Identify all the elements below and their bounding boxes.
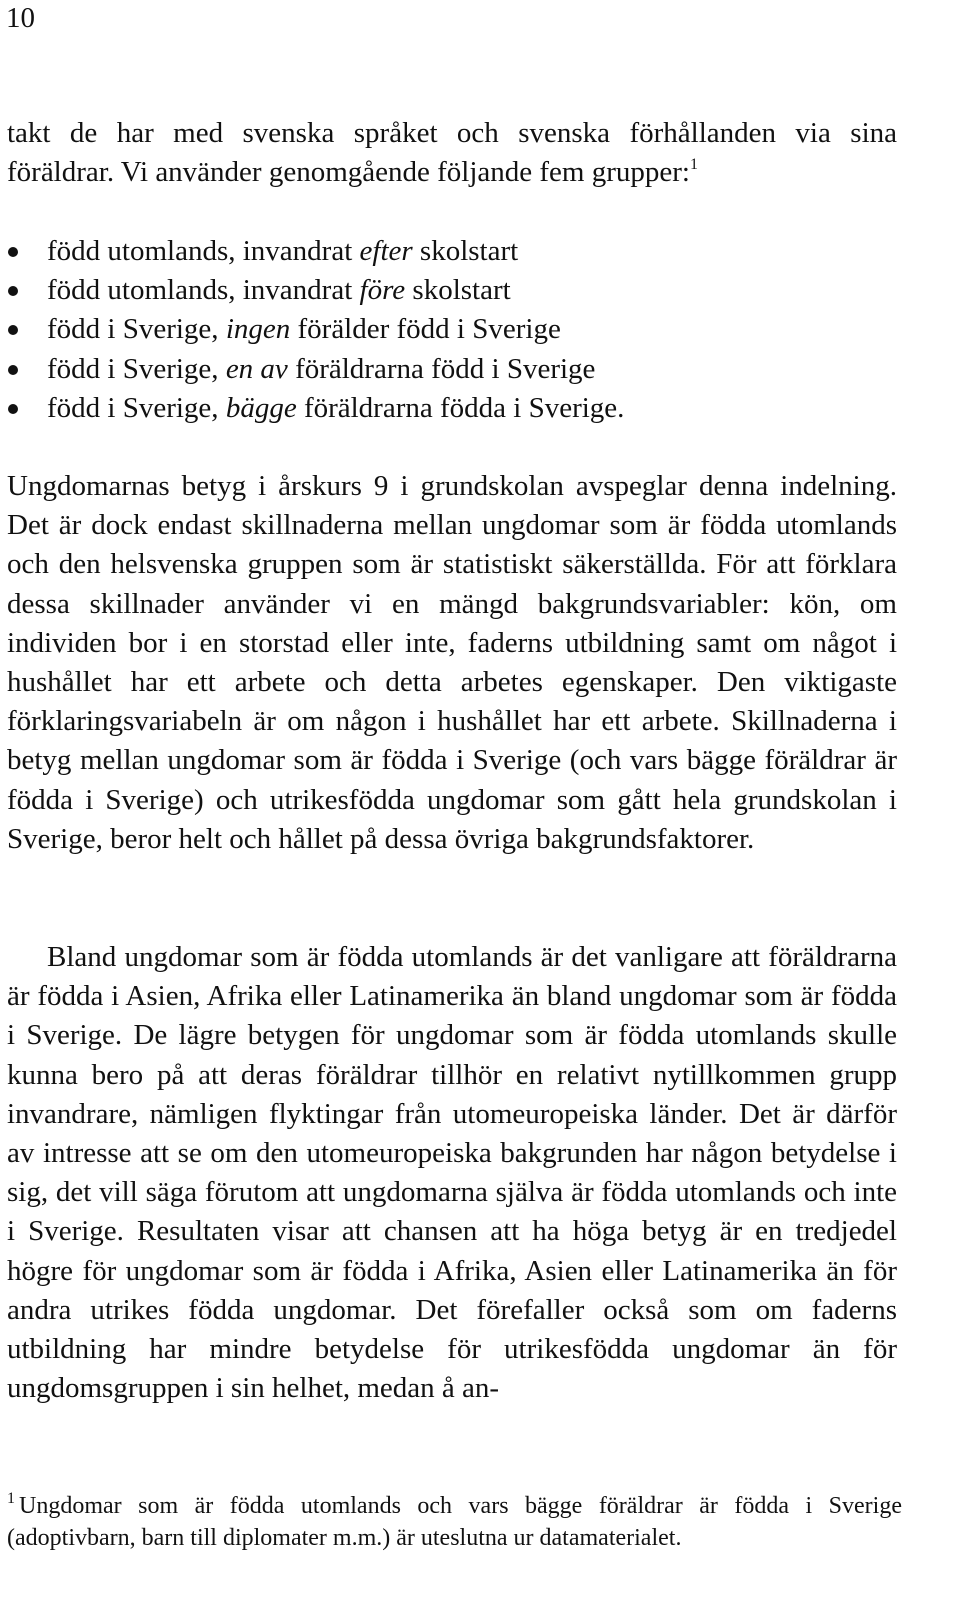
intro-paragraph: [7, 114, 897, 192]
bullet-icon: [8, 247, 18, 257]
group-text-before: född utomlands, invandrat: [47, 274, 360, 307]
group-list: [0, 232, 900, 428]
group-text-before: född i Sverige,: [47, 313, 226, 346]
page-number: 10: [6, 2, 35, 34]
intro-line-1: takt de har med svenska språket och svenska förhållanden via sina: [7, 117, 897, 149]
group-text-emphasis: bägge: [225, 391, 297, 424]
group-list-item: [0, 271, 900, 310]
group-text-before: född utomlands, invandrat: [47, 235, 360, 267]
group-list-item: [0, 389, 900, 428]
group-list-item: [0, 350, 900, 389]
group-list-item: [0, 232, 900, 271]
group-text-after: föräldrarna född i Sverige: [287, 352, 596, 385]
group-text-emphasis: efter: [359, 235, 413, 267]
footnote-text: Ungdomar som är födda utomlands och vars bägge föräldrar är födda i Sverige (adoptivbarn, barn till diplomater m.m.) är uteslutna ur datamaterialet.: [7, 1493, 902, 1551]
footnote: [7, 1490, 902, 1554]
group-text-after: skolstart: [405, 274, 511, 307]
group-text-after: skolstart: [412, 235, 519, 267]
group-text-emphasis: före: [359, 274, 406, 307]
group-text-after: föräldrarna födda i Sverige.: [296, 391, 625, 424]
footnote-mark: 1: [7, 1490, 15, 1507]
group-text-before: född i Sverige,: [47, 391, 226, 424]
footnote-reference: 1: [689, 156, 698, 174]
body-paragraph: Bland ungdomar som är födda utomlands är det vanligare att föräldrarna är födda i Asien, Afrika eller Latinamerika än bland ungdomar som är födda i Sverige. De lägre betygen för ungdomar som är födda utomlands skulle kunna bero på att deras föräldrar tillhör en relativt nytillkommen grupp invandrare, nämligen flyktingar från utomeuropeiska länder. Det är därför av intresse att se om den utomeuropeiska bakgrunden har någon betydelse i sig, det vill säga förutom att ungdomarna själva är födda utomlands och inte i Sverige. Resultaten visar att chansen att ha höga betyg är en tredjedel högre för ungdomar som är födda i Afrika, Asien eller Latinamerika än för andra utrikes födda ungdomar. Det förefaller också som om faderns utbildning har mindre betydelse för utrikesfödda ungdomar än för ungdomsgruppen i sin helhet, medan å an-: [7, 941, 897, 1405]
bullet-icon: [8, 286, 18, 296]
body-paragraph: Ungdomarnas betyg i årskurs 9 i grundskolan avspeglar denna indelning. Det är dock endast skillnaderna mellan ungdomar som är födda utomlands och den helsvenska gruppen som är statistiskt säkerställda. För att förklara dessa skillnader använder vi en mängd bakgrundsvariabler: kön, om individen bor i en storstad eller inte, faderns utbildning samt om något i hushållet har ett arbete och detta arbetes egenskaper. Den viktigaste förklaringsvariabeln är om någon i hushållet har ett arbete. Skillnaderna i betyg mellan ungdomar som är födda i Sverige (och vars bägge föräldrar är födda i Sverige) och utrikesfödda ungdomar som gått hela grundskolan i Sverige, beror helt och hållet på dessa övriga bakgrundsfaktorer.: [7, 470, 897, 855]
intro-line-2: [7, 153, 897, 192]
group-text-emphasis: en av: [225, 352, 288, 385]
group-text-before: född i Sverige,: [47, 352, 226, 385]
group-text-after: förälder född i Sverige: [290, 313, 561, 346]
bullet-icon: [8, 404, 18, 414]
group-list-item: [0, 310, 900, 349]
intro-line-2-text: föräldrar. Vi använder genomgående följande fem grupper:: [7, 156, 690, 189]
bullet-icon: [8, 365, 18, 375]
bullet-icon: [8, 325, 18, 335]
group-text-emphasis: ingen: [225, 313, 291, 346]
